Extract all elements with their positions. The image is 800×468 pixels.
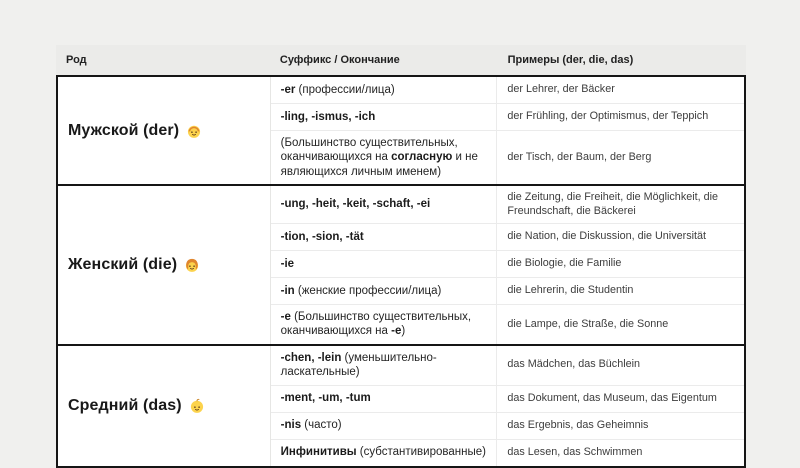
- suffix-cell: -ie: [271, 251, 498, 277]
- suffix-cell: (Большинство существительных, оканчивающихся на согласную и не являющихся личным именем): [271, 131, 498, 184]
- table-row: [271, 186, 744, 224]
- suffix-cell: -ling, -ismus, -ich: [271, 104, 498, 130]
- suffix-cell: -chen, -lein (уменьшительно-ласкательные): [271, 346, 498, 385]
- table-row: [271, 346, 744, 386]
- gender-section: [58, 186, 744, 346]
- suffix-cell: -nis (часто): [271, 413, 498, 439]
- table-row: [271, 251, 744, 278]
- section-rows: [271, 77, 744, 184]
- section-rows: [271, 346, 744, 466]
- header-gender: Род: [66, 54, 87, 66]
- table-row: [271, 131, 744, 184]
- gender-section: [58, 77, 744, 186]
- suffix-cell: -e (Большинство существительных, оканчивающихся на -e): [271, 305, 498, 344]
- examples-cell: der Frühling, der Optimismus, der Teppich: [507, 110, 709, 123]
- examples-cell: der Lehrer, der Bäcker: [507, 83, 615, 96]
- table-row: [271, 305, 744, 344]
- suffix-cell: -ment, -um, -tum: [271, 386, 498, 412]
- examples-cell: die Biologie, die Familie: [507, 257, 622, 270]
- section-rows: [271, 186, 744, 344]
- examples-cell: die Lehrerin, die Studentin: [507, 284, 634, 297]
- table-header-row: [56, 45, 746, 75]
- gender-section: [58, 346, 744, 466]
- examples-cell: das Mädchen, das Büchlein: [507, 358, 641, 371]
- man-emoji: [186, 123, 202, 139]
- table-row: [271, 104, 744, 131]
- examples-cell: der Tisch, der Baum, der Berg: [507, 150, 652, 163]
- baby-emoji: [189, 398, 205, 414]
- suffix-cell: -ung, -heit, -keit, -schaft, -ei: [271, 186, 498, 223]
- gender-cell: [58, 186, 271, 344]
- header-suffix: Суффикс / Окончание: [279, 54, 400, 66]
- table-row: [271, 278, 744, 305]
- table-row: [271, 386, 744, 413]
- woman-emoji: [184, 257, 200, 273]
- gender-table: [56, 45, 746, 468]
- examples-cell: das Lesen, das Schwimmen: [507, 445, 643, 458]
- examples-cell: die Nation, die Diskussion, die Universität: [507, 230, 707, 243]
- table-row: [271, 440, 744, 466]
- table-body: [56, 75, 746, 468]
- gender-cell: [58, 77, 271, 184]
- suffix-cell: Инфинитивы (субстантивированные): [271, 440, 498, 466]
- examples-cell: die Zeitung, die Freiheit, die Möglichkeit, die Freundschaft, die Bäckerei: [507, 191, 719, 217]
- examples-cell: die Lampe, die Straße, die Sonne: [507, 317, 669, 330]
- suffix-cell: -tion, -sion, -tät: [271, 224, 498, 250]
- table-row: [271, 224, 744, 251]
- table-row: [271, 77, 744, 104]
- gender-label: Мужской (der): [68, 121, 180, 139]
- suffix-cell: -er (профессии/лица): [271, 77, 498, 103]
- table-row: [271, 413, 744, 440]
- suffix-cell: -in (женские профессии/лица): [271, 278, 498, 304]
- gender-label: Женский (die): [68, 255, 178, 273]
- examples-cell: das Ergebnis, das Geheimnis: [507, 418, 649, 431]
- gender-cell: [58, 346, 271, 466]
- gender-label: Средний (das): [68, 396, 182, 414]
- header-examples: Примеры (der, die, das): [507, 54, 634, 66]
- examples-cell: das Dokument, das Museum, das Eigentum: [507, 391, 717, 404]
